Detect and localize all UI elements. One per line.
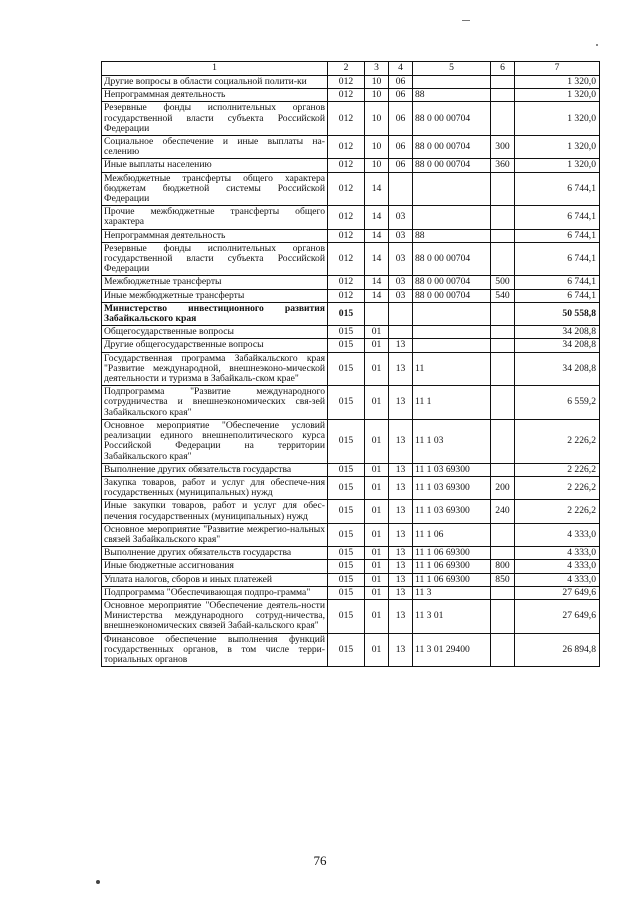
- amount-cell: 2 226,2: [515, 463, 600, 476]
- section-code-cell: 14: [365, 289, 389, 302]
- target-article-cell: 11 1 03 69300: [413, 476, 491, 499]
- section-code-cell: 01: [365, 547, 389, 560]
- target-article-cell: 88 0 00 00704: [413, 242, 491, 276]
- ministry-code-cell: 015: [328, 326, 365, 339]
- target-article-cell: [413, 339, 491, 352]
- ministry-code-cell: 015: [328, 586, 365, 599]
- expense-type-cell: [491, 419, 515, 463]
- item-name-cell: Уплата налогов, сборов и иных платежей: [102, 573, 328, 586]
- amount-cell: 1 320,0: [515, 159, 600, 172]
- table-row: [102, 159, 600, 172]
- ministry-code-cell: 015: [328, 500, 365, 523]
- target-article-cell: [413, 302, 491, 325]
- expense-type-cell: [491, 339, 515, 352]
- item-name-cell: Иные выплаты населению: [102, 159, 328, 172]
- section-code-cell: 10: [365, 102, 389, 136]
- section-code-cell: 01: [365, 523, 389, 546]
- subsection-code-cell: 03: [389, 229, 413, 242]
- subsection-code-cell: 13: [389, 463, 413, 476]
- item-name-cell: Общегосударственные вопросы: [102, 326, 328, 339]
- header-cell: 3: [365, 62, 389, 76]
- ministry-code-cell: 012: [328, 242, 365, 276]
- expense-type-cell: [491, 523, 515, 546]
- amount-cell: 34 208,8: [515, 339, 600, 352]
- item-name-cell: Иные бюджетные ассигнования: [102, 560, 328, 573]
- section-code-cell: 01: [365, 633, 389, 667]
- header-cell: 5: [413, 62, 491, 76]
- target-article-cell: 88: [413, 229, 491, 242]
- table-row: [102, 242, 600, 276]
- ministry-code-cell: 015: [328, 633, 365, 667]
- section-code-cell: 14: [365, 229, 389, 242]
- section-code-cell: 01: [365, 586, 389, 599]
- item-name-cell: Основное мероприятие "Развитие межрегио-нальных связей Забайкальского края": [102, 523, 328, 546]
- item-name-cell: Межбюджетные трансферты общего характера бюджетам бюджетной системы Российской Федерации: [102, 172, 328, 206]
- amount-cell: 4 333,0: [515, 547, 600, 560]
- table-row: [102, 463, 600, 476]
- subsection-code-cell: 13: [389, 599, 413, 633]
- header-cell: 2: [328, 62, 365, 76]
- expense-type-cell: [491, 206, 515, 229]
- subsection-code-cell: 13: [389, 419, 413, 463]
- item-name-cell: Выполнение других обязательств государства: [102, 463, 328, 476]
- table-row: [102, 172, 600, 206]
- expense-type-cell: 200: [491, 476, 515, 499]
- amount-cell: 6 744,1: [515, 289, 600, 302]
- section-code-cell: 14: [365, 242, 389, 276]
- amount-cell: 4 333,0: [515, 573, 600, 586]
- table-row: [102, 302, 600, 325]
- section-code-cell: 01: [365, 500, 389, 523]
- section-code-cell: 10: [365, 89, 389, 102]
- subsection-code-cell: 13: [389, 352, 413, 386]
- subsection-code-cell: 06: [389, 89, 413, 102]
- expense-type-cell: [491, 102, 515, 136]
- expense-type-cell: [491, 586, 515, 599]
- amount-cell: 2 226,2: [515, 500, 600, 523]
- ministry-code-cell: 012: [328, 172, 365, 206]
- subsection-code-cell: 06: [389, 76, 413, 89]
- scan-mark-right: [596, 44, 598, 46]
- target-article-cell: 11 1 06 69300: [413, 573, 491, 586]
- expense-type-cell: [491, 229, 515, 242]
- table-row: [102, 89, 600, 102]
- expense-type-cell: [491, 89, 515, 102]
- expense-type-cell: [491, 633, 515, 667]
- table-row: [102, 633, 600, 667]
- ministry-code-cell: 015: [328, 463, 365, 476]
- table-row: [102, 573, 600, 586]
- table-row: [102, 339, 600, 352]
- section-code-cell: 01: [365, 476, 389, 499]
- ministry-code-cell: 012: [328, 89, 365, 102]
- item-name-cell: Основное мероприятие "Обеспечение условий реализации единого внешнеполитического курса Российской Федерации на территории Забайкальского края": [102, 419, 328, 463]
- subsection-code-cell: 13: [389, 500, 413, 523]
- item-name-cell: Непрограммная деятельность: [102, 89, 328, 102]
- amount-cell: 1 320,0: [515, 89, 600, 102]
- subsection-code-cell: 13: [389, 523, 413, 546]
- scan-mark-bottom: [96, 880, 100, 884]
- scan-mark-top: [462, 20, 470, 21]
- table-row: [102, 476, 600, 499]
- table-row: [102, 326, 600, 339]
- item-name-cell: Резервные фонды исполнительных органов государственной власти субъекта Российской Федерации: [102, 102, 328, 136]
- subsection-code-cell: [389, 172, 413, 206]
- table-row: [102, 586, 600, 599]
- target-article-cell: 11 1 03 69300: [413, 463, 491, 476]
- amount-cell: 4 333,0: [515, 560, 600, 573]
- ministry-code-cell: 015: [328, 476, 365, 499]
- subsection-code-cell: 13: [389, 339, 413, 352]
- amount-cell: 6 744,1: [515, 229, 600, 242]
- subsection-code-cell: 13: [389, 386, 413, 420]
- section-code-cell: [365, 302, 389, 325]
- target-article-cell: 11 1 06 69300: [413, 547, 491, 560]
- expense-type-cell: 850: [491, 573, 515, 586]
- section-code-cell: 01: [365, 419, 389, 463]
- amount-cell: 4 333,0: [515, 523, 600, 546]
- ministry-code-cell: 012: [328, 206, 365, 229]
- item-name-cell: Министерство инвестиционного развития Забайкальского края: [102, 302, 328, 325]
- subsection-code-cell: 06: [389, 159, 413, 172]
- ministry-code-cell: 012: [328, 136, 365, 159]
- item-name-cell: Резервные фонды исполнительных органов государственной власти субъекта Российской Федерации: [102, 242, 328, 276]
- expense-type-cell: 500: [491, 276, 515, 289]
- expense-type-cell: [491, 547, 515, 560]
- table-row: [102, 276, 600, 289]
- page-number: 76: [313, 853, 327, 868]
- header-cell: 6: [491, 62, 515, 76]
- section-code-cell: 10: [365, 136, 389, 159]
- expense-type-cell: [491, 386, 515, 420]
- amount-cell: 6 744,1: [515, 172, 600, 206]
- target-article-cell: 11 3 01 29400: [413, 633, 491, 667]
- section-code-cell: 01: [365, 386, 389, 420]
- target-article-cell: 88 0 00 00704: [413, 102, 491, 136]
- section-code-cell: 01: [365, 352, 389, 386]
- item-name-cell: Иные межбюджетные трансферты: [102, 289, 328, 302]
- target-article-cell: 88 0 00 00704: [413, 276, 491, 289]
- section-code-cell: 01: [365, 560, 389, 573]
- ministry-code-cell: 015: [328, 573, 365, 586]
- item-name-cell: Социальное обеспечение и иные выплаты на-селению: [102, 136, 328, 159]
- item-name-cell: Выполнение других обязательств государства: [102, 547, 328, 560]
- expense-type-cell: [491, 302, 515, 325]
- amount-cell: 34 208,8: [515, 326, 600, 339]
- expense-type-cell: 240: [491, 500, 515, 523]
- table-row: [102, 419, 600, 463]
- subsection-code-cell: 06: [389, 102, 413, 136]
- target-article-cell: 11 1 06: [413, 523, 491, 546]
- table-row: [102, 102, 600, 136]
- amount-cell: 6 744,1: [515, 276, 600, 289]
- table-row: [102, 560, 600, 573]
- target-article-cell: [413, 326, 491, 339]
- section-code-cell: 01: [365, 599, 389, 633]
- subsection-code-cell: 03: [389, 206, 413, 229]
- section-code-cell: 10: [365, 159, 389, 172]
- section-code-cell: 01: [365, 573, 389, 586]
- table-row: [102, 206, 600, 229]
- ministry-code-cell: 015: [328, 599, 365, 633]
- expense-type-cell: 540: [491, 289, 515, 302]
- expense-type-cell: [491, 599, 515, 633]
- ministry-code-cell: 015: [328, 386, 365, 420]
- target-article-cell: 11 1: [413, 386, 491, 420]
- ministry-code-cell: 015: [328, 547, 365, 560]
- item-name-cell: Иные закупки товаров, работ и услуг для обес-печения государственных (муниципальных) нужд: [102, 500, 328, 523]
- amount-cell: 26 894,8: [515, 633, 600, 667]
- amount-cell: 6 744,1: [515, 206, 600, 229]
- expense-type-cell: 360: [491, 159, 515, 172]
- expense-type-cell: [491, 76, 515, 89]
- amount-cell: 1 320,0: [515, 136, 600, 159]
- table-row: [102, 500, 600, 523]
- target-article-cell: 11 1 03 69300: [413, 500, 491, 523]
- item-name-cell: Финансовое обеспечение выполнения функций государственных органов, в том числе терри-ториальных органов: [102, 633, 328, 667]
- target-article-cell: 88 0 00 00704: [413, 159, 491, 172]
- item-name-cell: Подпрограмма "Обеспечивающая подпро-грамма": [102, 586, 328, 599]
- ministry-code-cell: 012: [328, 102, 365, 136]
- amount-cell: 27 649,6: [515, 586, 600, 599]
- expense-type-cell: [491, 326, 515, 339]
- subsection-code-cell: 03: [389, 276, 413, 289]
- section-code-cell: 10: [365, 76, 389, 89]
- section-code-cell: 01: [365, 463, 389, 476]
- target-article-cell: 88 0 00 00704: [413, 136, 491, 159]
- subsection-code-cell: 03: [389, 242, 413, 276]
- ministry-code-cell: 015: [328, 560, 365, 573]
- table-row: [102, 229, 600, 242]
- amount-cell: 2 226,2: [515, 419, 600, 463]
- subsection-code-cell: 06: [389, 136, 413, 159]
- ministry-code-cell: 015: [328, 339, 365, 352]
- subsection-code-cell: 13: [389, 573, 413, 586]
- item-name-cell: Другие вопросы в области социальной полити-ки: [102, 76, 328, 89]
- ministry-code-cell: 015: [328, 302, 365, 325]
- table-row: [102, 352, 600, 386]
- item-name-cell: Подпрограмма "Развитие международного сотрудничества и внешнеэкономических свя-зей Забайкальского края": [102, 386, 328, 420]
- table-row: [102, 523, 600, 546]
- ministry-code-cell: 015: [328, 523, 365, 546]
- target-article-cell: [413, 76, 491, 89]
- target-article-cell: 11 3 01: [413, 599, 491, 633]
- ministry-code-cell: 012: [328, 289, 365, 302]
- subsection-code-cell: [389, 302, 413, 325]
- item-name-cell: Межбюджетные трансферты: [102, 276, 328, 289]
- header-cell: 1: [102, 62, 328, 76]
- ministry-code-cell: 012: [328, 159, 365, 172]
- amount-cell: 34 208,8: [515, 352, 600, 386]
- target-article-cell: 11 1 06 69300: [413, 560, 491, 573]
- section-code-cell: 14: [365, 172, 389, 206]
- target-article-cell: 11 1 03: [413, 419, 491, 463]
- subsection-code-cell: [389, 326, 413, 339]
- table-row: [102, 386, 600, 420]
- expense-type-cell: 800: [491, 560, 515, 573]
- amount-cell: 2 226,2: [515, 476, 600, 499]
- target-article-cell: 88 0 00 00704: [413, 289, 491, 302]
- table-row: [102, 136, 600, 159]
- expense-type-cell: [491, 463, 515, 476]
- item-name-cell: Прочие межбюджетные трансферты общего характера: [102, 206, 328, 229]
- ministry-code-cell: 015: [328, 352, 365, 386]
- item-name-cell: Государственная программа Забайкальского края "Развитие международной, внешнеэконо-мической деятельности и туризма в Забайкаль-ском крае": [102, 352, 328, 386]
- subsection-code-cell: 13: [389, 633, 413, 667]
- section-code-cell: 14: [365, 206, 389, 229]
- table-row: [102, 76, 600, 89]
- item-name-cell: Непрограммная деятельность: [102, 229, 328, 242]
- ministry-code-cell: 012: [328, 76, 365, 89]
- section-code-cell: 01: [365, 326, 389, 339]
- subsection-code-cell: 03: [389, 289, 413, 302]
- amount-cell: 1 320,0: [515, 76, 600, 89]
- table-row: [102, 599, 600, 633]
- table-row: [102, 547, 600, 560]
- header-cell: 4: [389, 62, 413, 76]
- item-name-cell: Основное мероприятие "Обеспечение деятель-ности Министерства международного сотруд-ничества, внешнеэкономических связей Забай-кальского края": [102, 599, 328, 633]
- amount-cell: 50 558,8: [515, 302, 600, 325]
- table-row: [102, 289, 600, 302]
- item-name-cell: Закупка товаров, работ и услуг для обеспече-ния государственных (муниципальных) нужд: [102, 476, 328, 499]
- subsection-code-cell: 13: [389, 547, 413, 560]
- subsection-code-cell: 13: [389, 586, 413, 599]
- item-name-cell: Другие общегосударственные вопросы: [102, 339, 328, 352]
- expense-type-cell: [491, 352, 515, 386]
- ministry-code-cell: 012: [328, 276, 365, 289]
- budget-table: [101, 61, 600, 667]
- subsection-code-cell: 13: [389, 560, 413, 573]
- table-header-row: [102, 62, 600, 76]
- section-code-cell: 01: [365, 339, 389, 352]
- amount-cell: 6 559,2: [515, 386, 600, 420]
- target-article-cell: 11: [413, 352, 491, 386]
- expense-type-cell: [491, 242, 515, 276]
- header-cell: 7: [515, 62, 600, 76]
- target-article-cell: 11 3: [413, 586, 491, 599]
- ministry-code-cell: 015: [328, 419, 365, 463]
- subsection-code-cell: 13: [389, 476, 413, 499]
- target-article-cell: [413, 172, 491, 206]
- amount-cell: 6 744,1: [515, 242, 600, 276]
- target-article-cell: [413, 206, 491, 229]
- expense-type-cell: 300: [491, 136, 515, 159]
- target-article-cell: 88: [413, 89, 491, 102]
- ministry-code-cell: 012: [328, 229, 365, 242]
- amount-cell: 27 649,6: [515, 599, 600, 633]
- amount-cell: 1 320,0: [515, 102, 600, 136]
- expense-type-cell: [491, 172, 515, 206]
- section-code-cell: 14: [365, 276, 389, 289]
